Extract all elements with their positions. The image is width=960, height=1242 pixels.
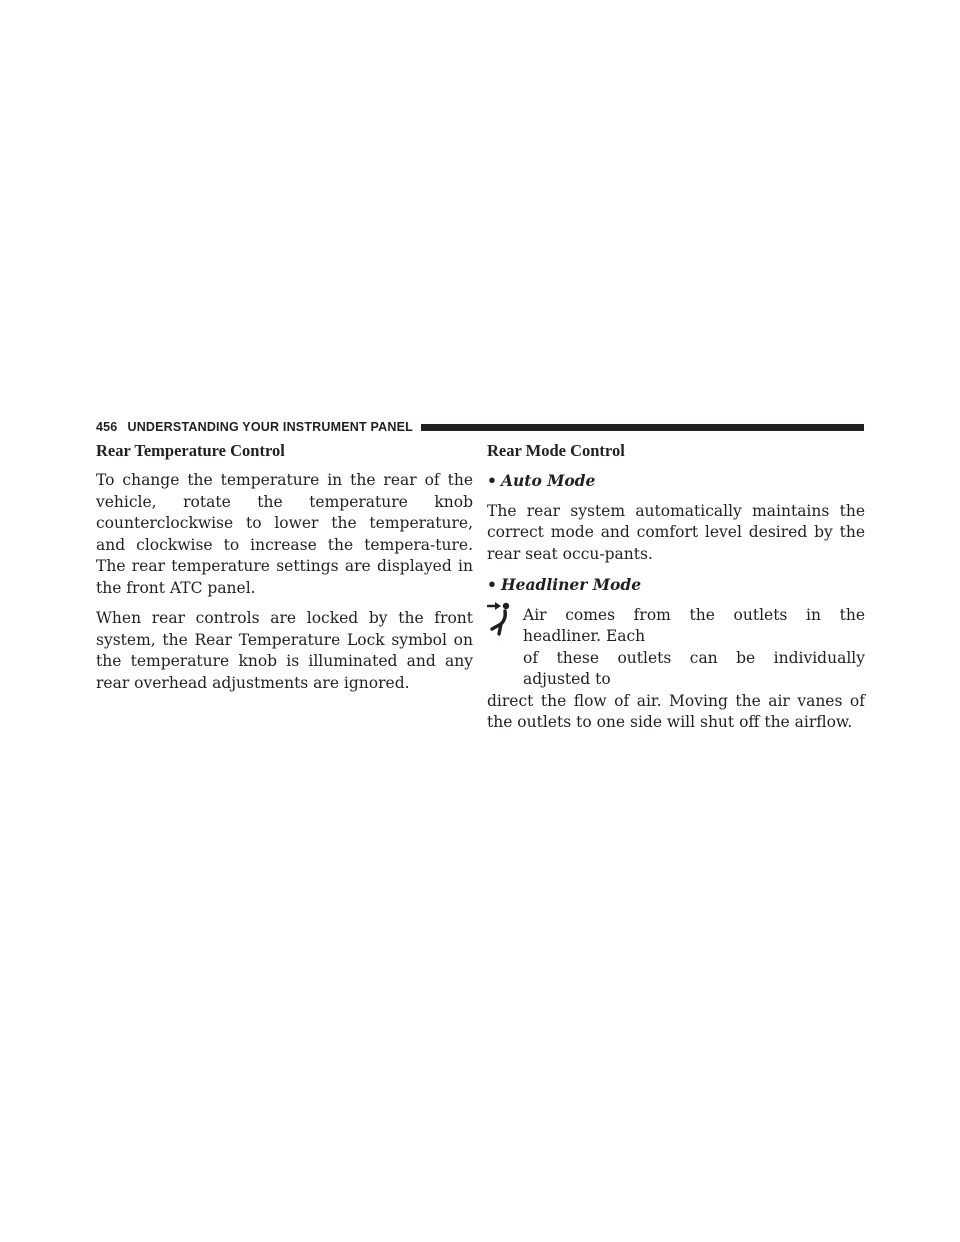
bullet-dot: • — [487, 471, 497, 490]
headliner-line1: Air comes from the outlets in the headliner. Each — [523, 605, 865, 645]
headliner-mode-icon — [487, 601, 521, 639]
right-column — [487, 440, 865, 734]
rear-temperature-heading: Rear Temperature Control — [96, 441, 285, 460]
section-title: UNDERSTANDING YOUR INSTRUMENT PANEL — [127, 420, 413, 434]
rear-mode-heading: Rear Mode Control — [487, 441, 625, 460]
headliner-mode-paragraph — [487, 605, 865, 734]
auto-mode-label: Auto Mode — [501, 471, 596, 490]
page-header — [96, 419, 864, 435]
bullet-headliner-mode — [487, 574, 865, 596]
left-column — [96, 440, 473, 703]
headliner-line2: of these outlets can be individually adjusted to — [523, 648, 865, 688]
header-rule — [421, 424, 864, 431]
auto-mode-paragraph: The rear system automatically maintains the correct mode and comfort level desired by the rear seat occu-pants. — [487, 501, 865, 563]
headliner-rest: direct the flow of air. Moving the air vanes of the outlets to one side will shut off the airflow. — [487, 691, 865, 731]
temperature-lock-paragraph: When rear controls are locked by the front system, the Rear Temperature Lock symbol on the temperature knob is illuminated and any rear overhead adjustments are ignored. — [96, 609, 473, 692]
bullet-dot: • — [487, 575, 497, 594]
headliner-mode-label: Headliner Mode — [501, 575, 642, 594]
bullet-auto-mode — [487, 470, 865, 492]
page-number: 456 — [96, 420, 118, 434]
temperature-change-paragraph: To change the temperature in the rear of the vehicle, rotate the temperature knob counterclockwise to lower the temperature, and clockwise to increase the tempera-ture. The rear temperature settings are displayed in the front ATC panel. — [96, 471, 473, 597]
